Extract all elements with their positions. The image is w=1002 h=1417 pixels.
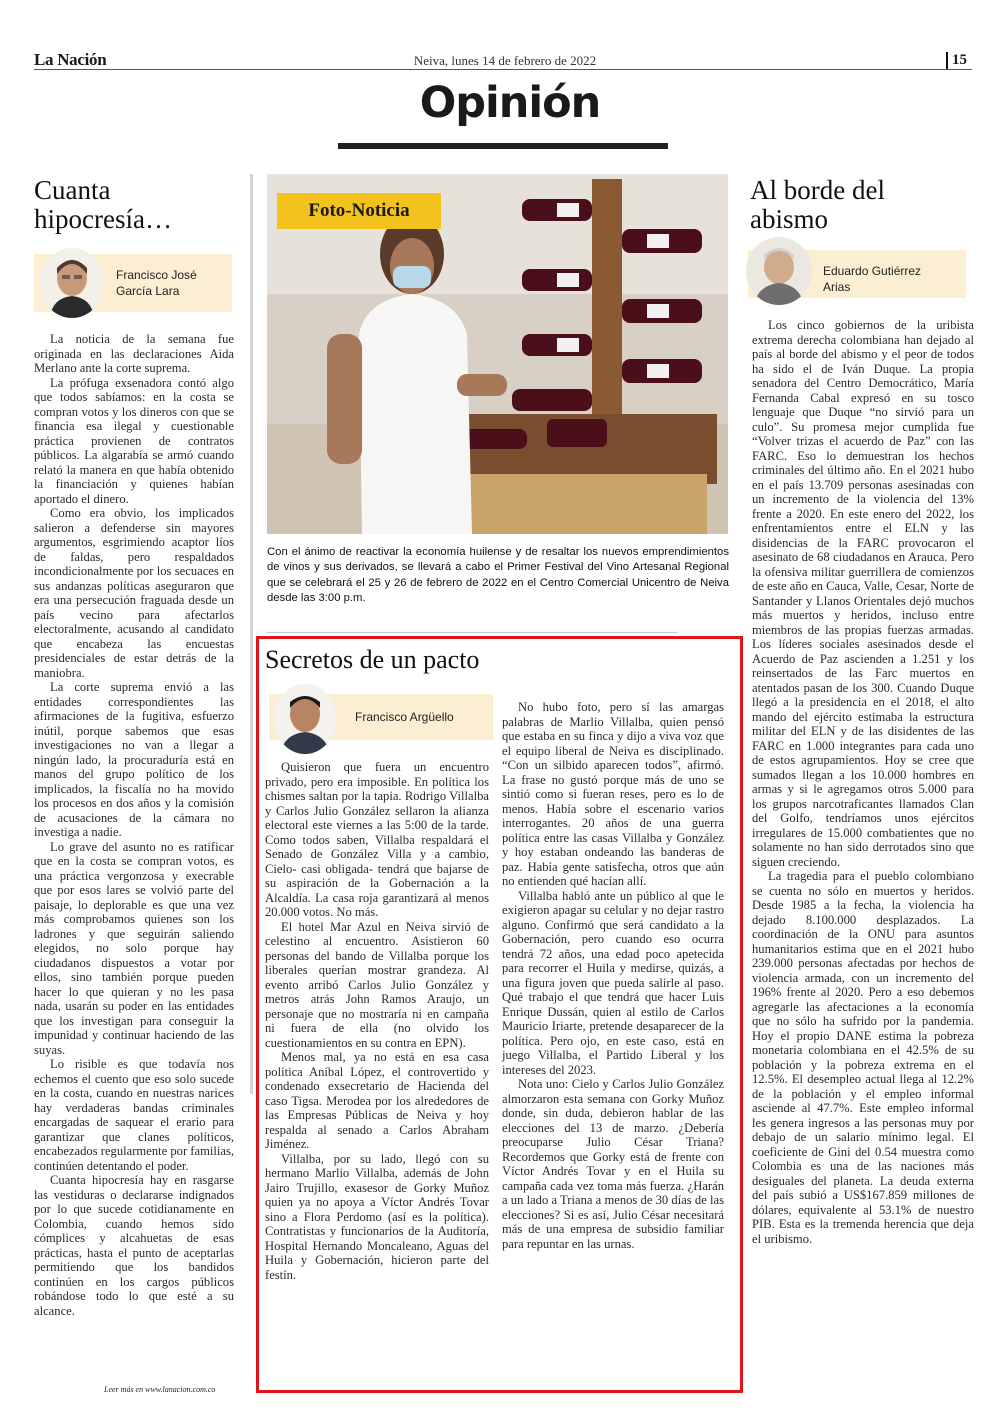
- right-paragraph: La tragedia para el pueblo colombiano se cuenta no sólo en muertos y heridos. Desde 1985 a la fecha, la violencia ha dejado 8.100.000 desplazados. La coordinación de la ONU para asuntos humanitarios estima que en el 2021 hubo 239.000 personas afectadas por hechos de violencia armada, con un incremento del 196% frente al 2020. Pero a eso debemos agregarle las afectaciones a la economía que no sólo ha sufrido por la pandemia. Hoy el propio DANE estima la pobreza monetaria colombiana en el 42.5% de su población y la pobreza extrema en el 12.5%. El desempleo actual llega al 12.2% de la población y el empleo informal asciende al 47.7%. Este empleo informal les genera ingresos a las personas muy por debajo de un salario mínimo legal. El coeficiente de Gini del 0.54 muestra como Colombia es una de las naciones más desiguales del planeta. La deuda externa del país subió a US$167.859 millones de dólares, equivalente al 53.1% de nuestro PIB. Esta es la tremenda herencia que deja el uribismo.: [752, 869, 974, 1246]
- portrait-eduardo-gutierrez: [746, 237, 812, 305]
- center-paragraph: Menos mal, ya no está en esa casa política Aníbal López, el controvertido y condenado exsecretario de Hacienda del caso Tigsa. Merodea por los alrededores de las Empresas Públicas de Neiva y hoy respalda al senado a Carlos Abraham Jiménez.: [265, 1050, 489, 1151]
- center-paragraph: Villalba habló ante un público al que le exigieron apagar su celular y no dejar rastro alguno. Confirmó que será candidato a la Gobernación, pero cuando eso ocurra tendrá 72 años, una edad poco apetecida para recorrer el Huila y medirse, quizás, a una figura joven que pueda salirle al paso. Qué trabajo el que tendrá que hacer Luis Enrique Dussán, quien al estilo de Carlos Mauricio Iriarte, pretende desaparecer de la política. Pero ojo, en este caso, está en juego Villalba, el Partido Liberal y los intereses del 2023.: [502, 888, 724, 1077]
- left-author-line-1: Francisco José: [116, 268, 197, 282]
- right-article-body: [752, 318, 974, 1246]
- section-title: Opinión: [419, 78, 601, 128]
- left-author-name: [116, 267, 226, 299]
- caption-divider: [267, 632, 677, 633]
- center-paragraph: Nota uno: Cielo y Carlos Julio González almorzaron esta semana con Gorky Muñoz donde, sin duda, debieron hablar de las elecciones del 13 de marzo. ¿Debería preocuparse Julio César Triana? Recordemos que Gorky está de frente con Víctor Andrés Tovar y en el Huila su campaña cada vez toma más fuerza. ¿Harán a un lado a Triana a menos de 30 días de las elecciones? Si es así, Julio César necesitará más de una empresa de subsidio familiar para repuntar en las urnas.: [502, 1077, 724, 1251]
- page-number: 15: [946, 52, 967, 69]
- newspaper-logo: La Nación: [34, 50, 107, 69]
- center-article-col2: [502, 700, 724, 1251]
- left-article-body: [34, 332, 234, 1318]
- portrait-francisco-arguello: [274, 684, 336, 754]
- left-title-line-1: Cuanta: [34, 175, 111, 205]
- read-more-link[interactable]: Leer más en www.lanacion.com.co: [104, 1385, 216, 1394]
- foto-noticia-tag: Foto-Noticia: [277, 193, 441, 229]
- center-author-avatar: [274, 684, 336, 754]
- right-title-line-1: Al borde del: [750, 175, 885, 205]
- left-paragraph: Cuanta hipocresía hay en rasgarse las vestiduras o declararse indignados por lo que sucede cotidianamente en Colombia, cuando hemos sido cómplices y alcahuetas de esas prácticas, hasta el punto de aceptarlas permitiendo que los bandidos continúen en los cargos públicos robándose todo lo que esté a su alcance.: [34, 1173, 234, 1318]
- left-paragraph: Como era obvio, los implicados salieron a defenderse sin mayores argumentos, esgrimiendo acaptor líos de faldas, pero respaldados incondicionalmente por los secuaces en sus andanzas políticas aseguraron que era una persecución fraguada desde un país vecino para afectarlos electoralmente, acusando al candidato que encabeza las encuestas presidenciales de estar detrás de la maniobra.: [34, 506, 234, 680]
- right-paragraph: Los cinco gobiernos de la uribista extrema derecha colombiana han dejado al país al borde del abismo y el peor de todos ha sido el de Iván Duque. La propia senadora del Centro Democrático, María Fernanda Cabal expresó en su tosco lenguaje que Duque “no sirvió para un culo”. Su promesa mejor cumplida fue “Volver trizas el acuerdo de Paz” con las FARC. Eso lo demuestran los hechos criminales del último año. En el 2021 hubo en el país 13.709 personas asesinadas con un incremento de la violencia del 13% frente a 2020. En este enero del 2022, los enfrentamientos entre el ELN y las disidencias de la FARC provocaron el asesinato de 68 ciudadanos en Arauca. Pero la ofensiva militar guerrillera de comienzos de este año en Cauca, Valle, Cesar, Norte de Santander y Llanos Orientales dejó muchos más muertos y heridos, incluso entre miembros de las propias fuerzas armadas. Los líderes sociales asesinados desde el Acuerdo de Paz ascienden a 1.251 y los reinsertados de las Farc muertos en atentados pasan de los 300. Cuando Duque llegó a la presidencia en el 2018, el alto mando del ejército estimaba la estructura militar del ELN y de las disidentes de las FARC en 1.000 integrantes para cada uno de estos agrupamientos. Hoy se cree que sumados llegan a los 10.000 hombres en armas y si le agregamos otros 5.000 para los grupos narcotraficantes llamados Clan del Golfo, tendríamos unos ejércitos irregulares de 15.000 combatientes que no solamente no han sido derrotados sino que siguen creciendo.: [752, 318, 975, 869]
- left-column-title: [34, 176, 244, 234]
- right-title-line-2: abismo: [750, 204, 828, 234]
- section-underline: [338, 143, 668, 149]
- center-paragraph: Quisieron que fuera un encuentro privado, pero era imposible. En política los chismes saltan por la tapia. Rodrigo Villalba y Carlos Julio González sellaron la alianza electoral este viernes a las 5:00 de la tarde. Como todos saben, Villalba respaldará el Senado de González Villa y a cambio, Cielo- casi obligada- tendrá que bajarse de su aspiración de la Gobernación a la Alcaldía. La casa roja garantizará al menos 20.000 votos. No más.: [265, 760, 489, 919]
- left-author-avatar: [40, 248, 104, 318]
- portrait-francisco-jose: [40, 248, 104, 318]
- center-paragraph: No hubo foto, pero sí las amargas palabras de Marlio Villalba, quien pensó que estaba en su finca y dijo a viva voz que el equipo liberal de Neiva es disciplinado. “Con un silbido aparecen todos”, afirmó. La frase no gustó porque más de uno se sintió como si fueran reses, pero es lo de menos. Había sobre el escenario varios interrogantes. 20 años de una guerra política entre las casas Villalba y González y hoy estaban ondeando las banderas de paz. Había gente satisfecha, otros que aún no entienden qué hacían allí.: [502, 700, 724, 888]
- left-paragraph: Lo grave del asunto no es ratificar que en la costa se compran votos, es una práctica vergonzosa y execrable que por esos lares se volvió parte del paisaje, lo deplorable es que una vez más comprobamos quienes son los ladrones y que seguirán saliendo elegidos, no solo porque hay ciudadanos dispuestos a votar por ellos, sino también porque pueden hacer lo que quieran y no les pasa nada, usarán su poder en las entidades que los investigan para conseguir la impunidad y continuar haciendo de las suyas.: [34, 839, 234, 1057]
- left-paragraph: La corte suprema envió a las entidades correspondientes las afirmaciones de la fugitiva, esfuerzo inútil, porque sabemos que esas investigaciones no van a llegar a ningún lado, la procuraduría está en manos del grupo político de los implicados, la fiscalía no ha movido los procesos en dos años y la comisión de acusaciones de la cámara no investiga a nadie.: [34, 680, 234, 839]
- center-author-name: Francisco Argüello: [355, 710, 454, 724]
- center-paragraph: El hotel Mar Azul en Neiva sirvió de celestino al encuentro. Asistieron 60 personas del bando de Villalba porque los liberales querían mostrar grandeza. Al evento arribó Carlos Julio González y metros atrás John Ramos Araujo, un personaje que no mostraría ni en campaña ni fuera de ella (no olvido los cuestionamientos en su contra en EPN).: [265, 919, 489, 1050]
- issue-date: Neiva, lunes 14 de febrero de 2022: [413, 53, 597, 68]
- photo-caption: Con el ánimo de reactivar la economía huilense y de resaltar los nuevos emprendimientos de vinos y sus derivados, se llevará a cabo el Primer Festival del Vino Artesanal Regional que se celebrará el 25 y 26 de febrero de 2022 en el Centro Comercial Unicentro de Neiva desde las 3:00 p.m.: [267, 546, 729, 605]
- center-paragraph: Villalba, por su lado, llegó con su hermano Marlio Villalba, además de John Jairo Trujillo, exasesor de Gorky Muñoz quien ya no apoya a Víctor Andrés Tovar sino a Flora Perdomo (así es la política). Contratistas y funcionarios de la Auditoría, Hospital Hernando Moncaleano, Aguas del Huila y Gobernación, hicieron parte del festín.: [265, 1151, 489, 1282]
- column-divider: [250, 174, 253, 1094]
- right-author-line-1: Eduardo Gutiérrez: [823, 264, 922, 278]
- masthead-divider: [34, 69, 972, 70]
- left-paragraph: La noticia de la semana fue originada en las declaraciones Aida Merlano ante la corte suprema.: [34, 332, 234, 375]
- left-paragraph: La prófuga exsenadora contó algo que todos sabíamos: en la costa se compran votos y los dineros con que se financia esa ilegal y cuestionable práctica provienen de contratos públicos. La algarabía se armó cuando relató la manera en que había obtenido la financiación y quienes habían aportado el dinero.: [34, 375, 234, 506]
- center-article-col1: [265, 760, 489, 1282]
- right-author-name: [823, 263, 963, 295]
- left-title-line-2: hipocresía…: [34, 204, 172, 234]
- center-article-title: Secretos de un pacto: [265, 645, 480, 674]
- right-author-avatar: [746, 237, 812, 305]
- right-column-title: [750, 176, 970, 234]
- left-paragraph: Lo risible es que todavía nos echemos el cuento que eso solo sucede en la costa, cuando en nuestras narices hay verdaderas bandas criminales encargadas de saquear el erario para garantizar que clanes políticos, encabezados regularmente por familias, continúen detentando el poder.: [34, 1057, 235, 1173]
- right-author-line-2: Arias: [823, 280, 851, 294]
- left-author-line-2: García Lara: [116, 284, 180, 298]
